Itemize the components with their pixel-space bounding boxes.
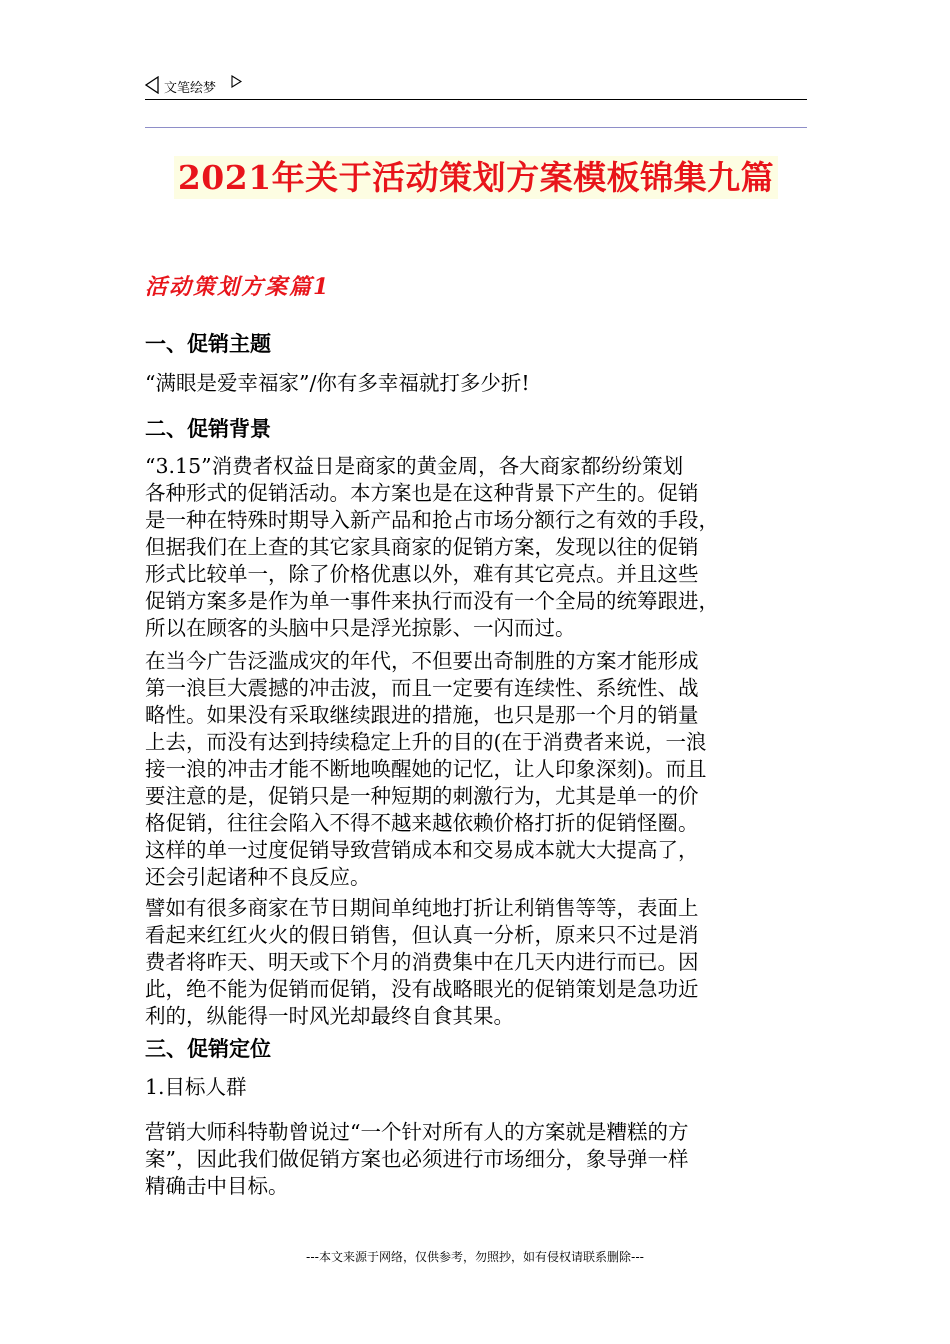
document-title: 2021年关于活动策划方案模板锦集九篇 [145, 152, 807, 199]
paragraph-line: 是一种在特殊时期导入新产品和抢占市场分额行之有效的手段， [145, 508, 719, 532]
paragraph-line: 各种形式的促销活动。本方案也是在这种背景下产生的。促销 [145, 481, 699, 505]
triangle-left-outline-icon [145, 76, 160, 94]
section-title: 活动策划方案篇1 [145, 274, 331, 300]
paragraph-line: 利的，纵能得一时风光却最终自食其果。 [145, 1004, 514, 1028]
heading-promo-theme: 一、促销主题 [145, 332, 271, 356]
footer-notice: ---本文来源于网络，仅供参考，勿照抄，如有侵权请联系删除--- [306, 1250, 644, 1264]
paragraph-line: 看起来红红火火的假日销售，但认真一分析，原来只不过是消 [145, 923, 699, 947]
paragraph-line: 格促销，往往会陷入不得不越来越依赖价格打折的促销怪圈。 [145, 811, 699, 835]
paragraph-line: 精确击中目标。 [145, 1174, 289, 1198]
background-paragraph-2 [145, 648, 809, 891]
target-paragraph [145, 1119, 809, 1200]
triangle-right-outline-icon [231, 75, 242, 88]
heading-promo-positioning: 三、促销定位 [145, 1037, 271, 1061]
paragraph-line: 费者将昨天、明天或下个月的消费集中在几天内进行而已。因 [145, 950, 699, 974]
target-label: 1.目标人群 [145, 1075, 247, 1099]
paragraph-line: 促销方案多是作为单一事件来执行而没有一个全局的统筹跟进， [145, 589, 719, 613]
paragraph-line: 营销大师科特勒曾说过“一个针对所有人的方案就是糟糕的方 [145, 1120, 689, 1144]
paragraph-line: 接一浪的冲击才能不断地唤醒她的记忆，让人印象深刻)。而且 [145, 757, 707, 781]
paragraph-line: 形式比较单一，除了价格优惠以外，难有其它亮点。并且这些 [145, 562, 699, 586]
paragraph-line: 但据我们在上查的其它家具商家的促销方案，发现以往的促销 [145, 535, 699, 559]
paragraph-line: 此，绝不能为促销而促销，没有战略眼光的促销策划是急功近 [145, 977, 699, 1001]
theme-text: “满眼是爱幸福家”/你有多幸福就打多少折! [145, 371, 530, 395]
paragraph-line: “3.15”消费者权益日是商家的黄金周，各大商家都纷纷策划 [145, 454, 684, 478]
paragraph-line: 这样的单一过度促销导致营销成本和交易成本就大大提高了， [145, 838, 699, 862]
paragraph-line: 所以在顾客的头脑中只是浮光掠影、一闪而过。 [145, 616, 576, 640]
background-paragraph-3 [145, 895, 809, 1030]
paragraph-line: 案”，因此我们做促销方案也必须进行市场细分，象导弹一样 [145, 1147, 689, 1171]
background-paragraph-1 [145, 453, 809, 642]
title-rule [145, 127, 807, 128]
paragraph-line: 第一浪巨大震撼的冲击波，而且一定要有连续性、系统性、战 [145, 676, 699, 700]
heading-promo-background: 二、促销背景 [145, 417, 271, 441]
paragraph-line: 要注意的是，促销只是一种短期的刺激行为，尤其是单一的价 [145, 784, 699, 808]
header-brand: 文笔绘梦 [164, 81, 217, 96]
paragraph-line: 上去，而没有达到持续稳定上升的目的(在于消费者来说，一浪 [145, 730, 707, 754]
paragraph-line: 还会引起诸种不良反应。 [145, 865, 371, 889]
paragraph-line: 在当今广告泛滥成灾的年代，不但要出奇制胜的方案才能形成 [145, 649, 699, 673]
paragraph-line: 略性。如果没有采取继续跟进的措施，也只是那一个月的销量 [145, 703, 699, 727]
header-rule [145, 99, 807, 100]
paragraph-line: 譬如有很多商家在节日期间单纯地打折让利销售等等，表面上 [145, 896, 699, 920]
page-header [145, 74, 807, 100]
